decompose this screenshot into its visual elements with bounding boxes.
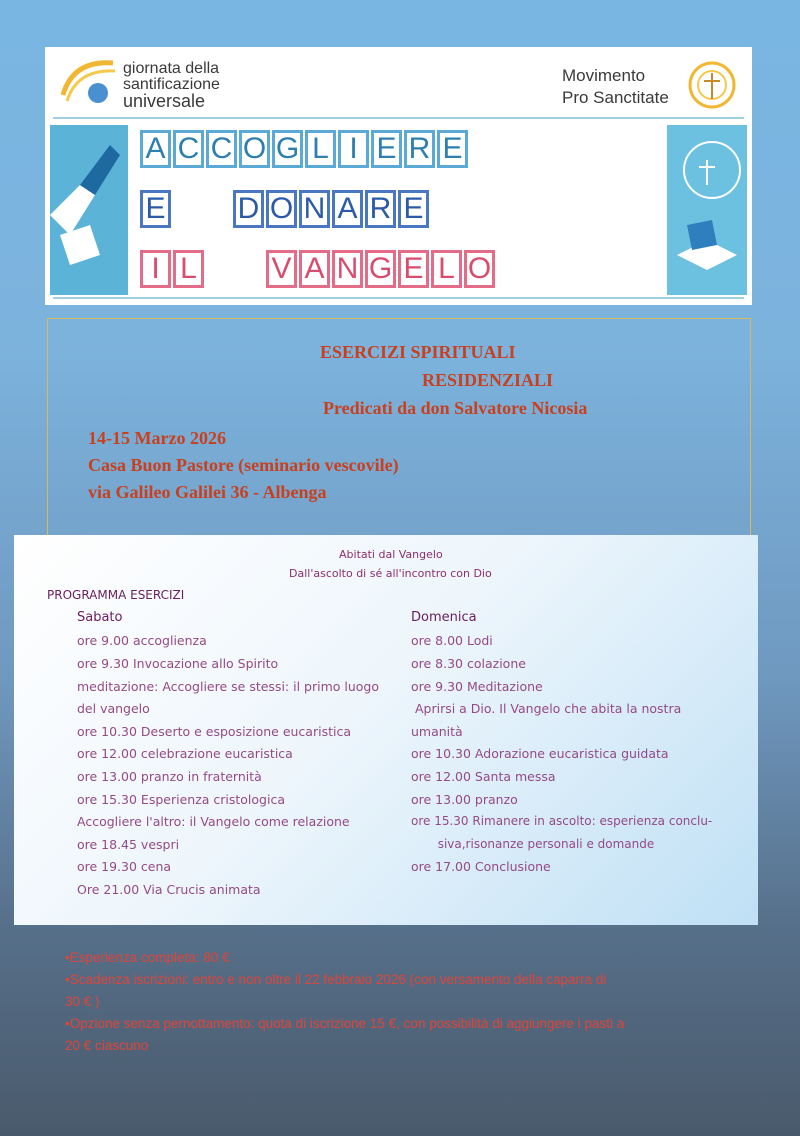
title-letter: N	[332, 250, 363, 288]
title-letter: N	[299, 190, 330, 228]
title-letter: C	[206, 130, 237, 168]
sunday-item: ore 8.30 colazione	[411, 656, 526, 671]
saturday-item: ore 18.45 vespri	[77, 837, 180, 852]
title-letter: E	[398, 250, 429, 288]
program-panel	[14, 535, 758, 925]
program-heading: PROGRAMMA ESERCIZI	[47, 588, 185, 602]
sunday-item: ore 15.30 Rimanere in ascolto: esperienza conclu-	[411, 814, 713, 828]
title-letter: D	[233, 190, 264, 228]
saturday-item: ore 12.00 celebrazione eucaristica	[77, 746, 293, 761]
sunday-item: ore 13.00 pranzo	[411, 792, 518, 807]
logo-left-line1: giornata della	[123, 60, 220, 77]
title-letter: L	[431, 250, 462, 288]
footer-line3: 30 € )	[65, 994, 100, 1009]
title-letter: G	[365, 250, 396, 288]
footer-line2: •Scadenza iscrizioni: entro e non oltre il 22 febbraio 2026 (con versamento della caparra di	[65, 972, 607, 987]
sunday-item: ore 17.00 Conclusione	[411, 859, 551, 874]
sunday-item: Aprirsi a Dio. Il Vangelo che abita la nostra	[411, 701, 682, 716]
title-letter: V	[266, 250, 297, 288]
title-letter: O	[464, 250, 495, 288]
saturday-item: Accogliere l'altro: il Vangelo come relazione	[77, 814, 350, 829]
footer-line1: •Esperienza completa: 80 €	[65, 950, 230, 965]
sunday-item: ore 12.00 Santa messa	[411, 769, 556, 784]
title-row-il-vangelo	[140, 250, 497, 288]
footer-line5: 20 € ciascuno	[65, 1038, 149, 1053]
title-letter: I	[140, 250, 171, 288]
saturday-item: meditazione: Accogliere se stessi: il primo luogo	[77, 679, 379, 694]
sunday-item: ore 10.30 Adorazione eucaristica guidata	[411, 746, 669, 761]
title-letter: A	[299, 250, 330, 288]
event-venue: Casa Buon Pastore (seminario vescovile)	[88, 455, 399, 475]
sun-cross-icon	[674, 55, 744, 115]
header-banner	[45, 47, 752, 305]
event-title-line2: RESIDENZIALI	[422, 370, 554, 390]
saturday-item: del vangelo	[77, 701, 150, 716]
title-letter: E	[371, 130, 402, 168]
title-letter: L	[305, 130, 336, 168]
saturday-item: ore 13.00 pranzo in fraternità	[77, 769, 262, 784]
title-letter: L	[173, 250, 204, 288]
event-date: 14-15 Marzo 2026	[88, 428, 226, 448]
saturday-item: Ore 21.00 Via Crucis animata	[77, 882, 261, 897]
giornata-logo	[53, 55, 253, 115]
sunday-item: siva,risonanze personali e domande	[411, 837, 655, 851]
sunday-label: Domenica	[411, 610, 477, 625]
saturday-item: ore 15.30 Esperienza cristologica	[77, 792, 285, 807]
saturday-item: ore 9.30 Invocazione allo Spirito	[77, 656, 279, 671]
event-address: via Galileo Galilei 36 - Albenga	[88, 482, 327, 502]
sun-arc-icon	[53, 55, 123, 115]
title-row-accogliere	[140, 130, 470, 168]
title-letter: C	[173, 130, 204, 168]
saturday-item: ore 19.30 cena	[77, 859, 172, 874]
footer-line4: •Opzione senza pernottamento: quota di iscrizione 15 €, con possibilità di aggiungere i pasti a	[65, 1016, 625, 1031]
event-preacher: Predicati da don Salvatore Nicosia	[323, 398, 588, 418]
program-subtitle2: Dall'ascolto di sé all'incontro con Dio	[289, 567, 492, 580]
event-title-line1: ESERCIZI SPIRITUALI	[320, 342, 516, 362]
title-row-e-donare	[140, 190, 431, 228]
logo-left-line2: santificazione	[123, 76, 220, 93]
saturday-item: ore 9.00 accoglienza	[77, 633, 207, 648]
sunday-item: ore 9.30 Meditazione	[411, 679, 543, 694]
logo-right-line1: Movimento	[562, 66, 646, 85]
title-letter: R	[365, 190, 396, 228]
title-letter: O	[266, 190, 297, 228]
saturday-item: ore 10.30 Deserto e esposizione eucaristica	[77, 724, 351, 739]
title-letter: R	[404, 130, 435, 168]
title-letter: O	[239, 130, 270, 168]
saturday-label: Sabato	[77, 610, 123, 625]
program-subtitle1: Abitati dal Vangelo	[339, 548, 443, 561]
title-letter: E	[398, 190, 429, 228]
pro-sanctitate-logo	[544, 55, 744, 115]
title-letter: A	[332, 190, 363, 228]
book-illustration	[667, 125, 747, 295]
title-letter: E	[140, 190, 171, 228]
sunday-item: ore 8.00 Lodi	[411, 633, 493, 648]
logo-left-line3: universale	[123, 91, 206, 111]
hands-illustration	[50, 125, 128, 295]
title-letter: E	[437, 130, 468, 168]
title-letter: A	[140, 130, 171, 168]
logo-right-line2: Pro Sanctitate	[562, 88, 669, 107]
sunday-item: umanità	[411, 724, 463, 739]
title-letter: G	[272, 130, 303, 168]
title-letter: I	[338, 130, 369, 168]
